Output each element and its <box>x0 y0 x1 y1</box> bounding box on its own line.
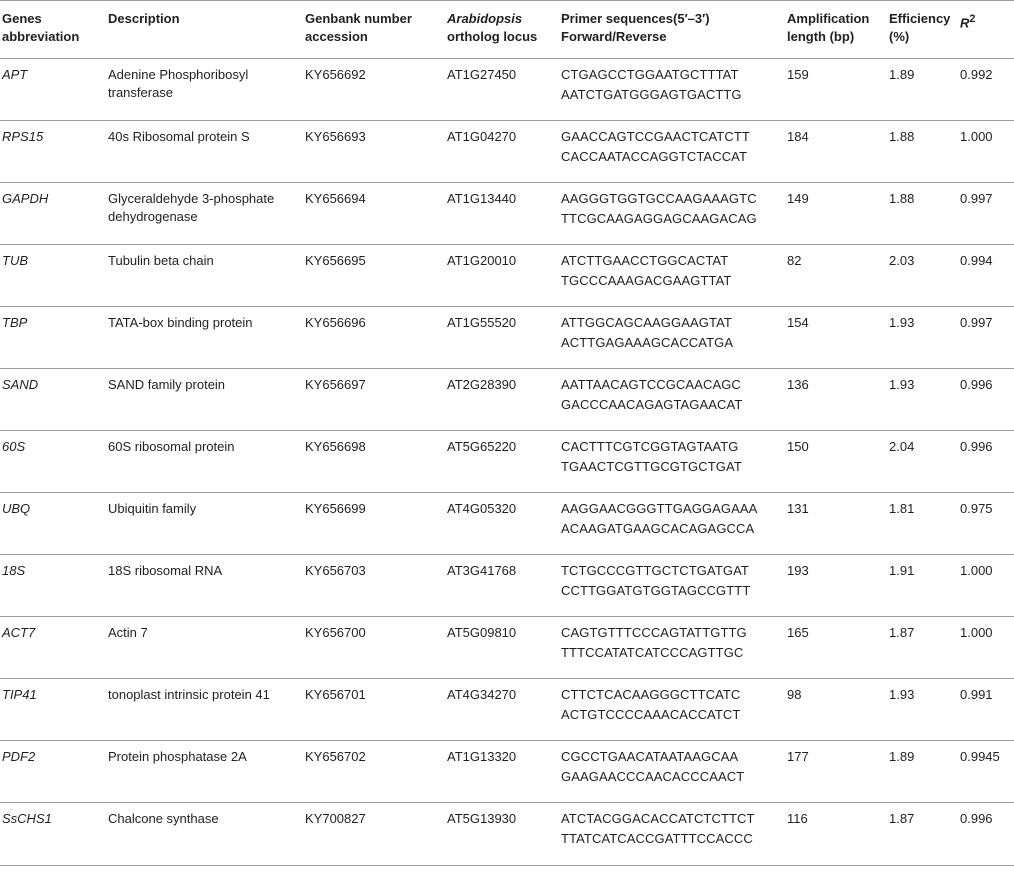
cell-r-squared: 0.996 <box>956 431 1014 493</box>
cell-genbank-accession: KY656693 <box>301 121 443 183</box>
cell-primer-sequences <box>557 245 783 307</box>
cell-description: 40s Ribosomal protein S <box>104 121 301 183</box>
cell-gene-abbreviation: SsCHS1 <box>0 803 104 866</box>
cell-genbank-accession: KY656699 <box>301 493 443 555</box>
cell-amplification-length: 131 <box>783 493 885 555</box>
cell-primer-sequences <box>557 679 783 741</box>
header-ortholog-line2: ortholog locus <box>447 29 538 44</box>
cell-r-squared: 0.996 <box>956 369 1014 431</box>
cell-amplification-length: 193 <box>783 555 885 617</box>
header-amplification-length <box>783 1 885 59</box>
cell-gene-abbreviation: 18S <box>0 555 104 617</box>
header-ortholog-line1: Arabidopsis <box>447 11 523 26</box>
reverse-primer: ACTTGAGAAAGCACCATGA <box>561 335 734 350</box>
cell-description: Protein phosphatase 2A <box>104 741 301 803</box>
cell-gene-abbreviation: APT <box>0 59 104 121</box>
cell-efficiency: 2.04 <box>885 431 956 493</box>
header-amp-line2: length (bp) <box>787 29 855 44</box>
cell-primer-sequences <box>557 307 783 369</box>
table-row <box>0 555 1014 617</box>
table-row <box>0 617 1014 679</box>
reverse-primer: CACCAATACCAGGTCTACCAT <box>561 149 748 164</box>
table-row <box>0 679 1014 741</box>
cell-description: Actin 7 <box>104 617 301 679</box>
cell-gene-abbreviation: TBP <box>0 307 104 369</box>
header-gene-line1: Genes <box>2 11 42 26</box>
cell-ortholog-locus: AT1G13320 <box>443 741 557 803</box>
cell-gene-abbreviation: TIP41 <box>0 679 104 741</box>
reverse-primer: CCTTGGATGTGGTAGCCGTTT <box>561 583 751 598</box>
forward-primer: CTGAGCCTGGAATGCTTTAT <box>561 67 739 82</box>
header-eff-line2: (%) <box>889 29 910 44</box>
forward-primer: ATCTACGGACACCATCTCTTCT <box>561 811 755 826</box>
cell-amplification-length: 154 <box>783 307 885 369</box>
header-arabidopsis-ortholog <box>443 1 557 59</box>
table-row <box>0 59 1014 121</box>
cell-ortholog-locus: AT5G65220 <box>443 431 557 493</box>
cell-ortholog-locus: AT1G20010 <box>443 245 557 307</box>
reverse-primer: TTTCCATATCATCCCAGTTGC <box>561 645 744 660</box>
cell-r-squared: 1.000 <box>956 617 1014 679</box>
table-row <box>0 245 1014 307</box>
forward-primer: CACTTTCGTCGGTAGTAATG <box>561 439 739 454</box>
cell-genbank-accession: KY700827 <box>301 803 443 866</box>
cell-r-squared: 0.9945 <box>956 741 1014 803</box>
cell-amplification-length: 159 <box>783 59 885 121</box>
table-body <box>0 59 1014 866</box>
cell-efficiency: 1.81 <box>885 493 956 555</box>
cell-primer-sequences <box>557 493 783 555</box>
reverse-primer: TGCCCAAAGACGAAGTTAT <box>561 273 732 288</box>
reverse-primer: GAAGAACCCAACACCCAACT <box>561 769 745 784</box>
cell-gene-abbreviation: UBQ <box>0 493 104 555</box>
header-genbank-line1: Genbank number <box>305 11 412 26</box>
cell-r-squared: 0.997 <box>956 183 1014 245</box>
cell-gene-abbreviation: RPS15 <box>0 121 104 183</box>
cell-amplification-length: 177 <box>783 741 885 803</box>
forward-primer: AATTAACAGTCCGCAACAGC <box>561 377 741 392</box>
cell-r-squared: 0.994 <box>956 245 1014 307</box>
forward-primer: GAACCAGTCCGAACTCATCTT <box>561 129 750 144</box>
cell-efficiency: 2.03 <box>885 245 956 307</box>
reverse-primer: GACCCAACAGAGTAGAACAT <box>561 397 743 412</box>
cell-efficiency: 1.88 <box>885 183 956 245</box>
header-efficiency <box>885 1 956 59</box>
table-row <box>0 431 1014 493</box>
cell-efficiency: 1.87 <box>885 803 956 866</box>
cell-gene-abbreviation: SAND <box>0 369 104 431</box>
cell-primer-sequences <box>557 555 783 617</box>
cell-amplification-length: 165 <box>783 617 885 679</box>
cell-genbank-accession: KY656695 <box>301 245 443 307</box>
cell-r-squared: 0.997 <box>956 307 1014 369</box>
header-r2-base: R <box>960 15 970 31</box>
cell-genbank-accession: KY656694 <box>301 183 443 245</box>
cell-description: tonoplast intrinsic protein 41 <box>104 679 301 741</box>
table-row <box>0 121 1014 183</box>
table-row <box>0 307 1014 369</box>
cell-description: SAND family protein <box>104 369 301 431</box>
cell-primer-sequences <box>557 59 783 121</box>
header-description <box>104 1 301 59</box>
cell-ortholog-locus: AT2G28390 <box>443 369 557 431</box>
cell-gene-abbreviation: PDF2 <box>0 741 104 803</box>
reverse-primer: TTCGCAAGAGGAGCAAGACAG <box>561 211 757 226</box>
cell-primer-sequences <box>557 617 783 679</box>
header-primer-line1: Primer sequences(5′–3′) <box>561 11 710 26</box>
header-genbank-accession <box>301 1 443 59</box>
cell-efficiency: 1.93 <box>885 369 956 431</box>
cell-ortholog-locus: AT3G41768 <box>443 555 557 617</box>
cell-primer-sequences <box>557 431 783 493</box>
cell-description: Glyceraldehyde 3-phosphate dehydrogenase <box>104 183 301 245</box>
cell-ortholog-locus: AT5G09810 <box>443 617 557 679</box>
cell-primer-sequences <box>557 121 783 183</box>
header-description-text: Description <box>108 11 180 26</box>
cell-genbank-accession: KY656696 <box>301 307 443 369</box>
cell-r-squared: 0.992 <box>956 59 1014 121</box>
forward-primer: TCTGCCCGTTGCTCTGATGAT <box>561 563 749 578</box>
cell-ortholog-locus: AT4G05320 <box>443 493 557 555</box>
cell-genbank-accession: KY656700 <box>301 617 443 679</box>
cell-efficiency: 1.93 <box>885 679 956 741</box>
cell-primer-sequences <box>557 803 783 866</box>
header-primer-line2: Forward/Reverse <box>561 29 667 44</box>
table-row <box>0 803 1014 866</box>
cell-primer-sequences <box>557 741 783 803</box>
reverse-primer: TTATCATCACCGATTTCCACCC <box>561 831 753 846</box>
cell-genbank-accession: KY656703 <box>301 555 443 617</box>
header-gene-line2: abbreviation <box>2 29 80 44</box>
cell-amplification-length: 116 <box>783 803 885 866</box>
forward-primer: ATTGGCAGCAAGGAAGTAT <box>561 315 732 330</box>
cell-efficiency: 1.89 <box>885 741 956 803</box>
reverse-primer: TGAACTCGTTGCGTGCTGAT <box>561 459 742 474</box>
forward-primer: CGCCTGAACATAATAAGCAA <box>561 749 739 764</box>
cell-ortholog-locus: AT1G13440 <box>443 183 557 245</box>
cell-efficiency: 1.89 <box>885 59 956 121</box>
reverse-primer: ACTGTCCCCAAACACCATCT <box>561 707 741 722</box>
cell-description: Chalcone synthase <box>104 803 301 866</box>
cell-amplification-length: 98 <box>783 679 885 741</box>
table-row <box>0 369 1014 431</box>
cell-r-squared: 0.975 <box>956 493 1014 555</box>
cell-ortholog-locus: AT4G34270 <box>443 679 557 741</box>
cell-amplification-length: 184 <box>783 121 885 183</box>
cell-efficiency: 1.88 <box>885 121 956 183</box>
cell-efficiency: 1.87 <box>885 617 956 679</box>
cell-efficiency: 1.91 <box>885 555 956 617</box>
cell-r-squared: 0.991 <box>956 679 1014 741</box>
header-primer-sequences <box>557 1 783 59</box>
cell-description: Tubulin beta chain <box>104 245 301 307</box>
cell-gene-abbreviation: 60S <box>0 431 104 493</box>
reverse-primer: ACAAGATGAAGCACAGAGCCA <box>561 521 755 536</box>
cell-r-squared: 1.000 <box>956 121 1014 183</box>
header-r-squared <box>956 1 1014 59</box>
cell-r-squared: 1.000 <box>956 555 1014 617</box>
table-row <box>0 493 1014 555</box>
reverse-primer: AATCTGATGGGAGTGACTTG <box>561 87 742 102</box>
header-eff-line1: Efficiency <box>889 11 951 26</box>
cell-description: 18S ribosomal RNA <box>104 555 301 617</box>
cell-ortholog-locus: AT5G13930 <box>443 803 557 866</box>
cell-genbank-accession: KY656701 <box>301 679 443 741</box>
cell-r-squared: 0.996 <box>956 803 1014 866</box>
cell-description: 60S ribosomal protein <box>104 431 301 493</box>
cell-ortholog-locus: AT1G55520 <box>443 307 557 369</box>
forward-primer: AAGGAACGGGTTGAGGAGAAA <box>561 501 758 516</box>
cell-gene-abbreviation: ACT7 <box>0 617 104 679</box>
cell-amplification-length: 82 <box>783 245 885 307</box>
header-row <box>0 1 1014 59</box>
cell-description: TATA-box binding protein <box>104 307 301 369</box>
header-r2-sup: 2 <box>969 13 976 25</box>
forward-primer: CTTCTCACAAGGGCTTCATC <box>561 687 741 702</box>
cell-amplification-length: 149 <box>783 183 885 245</box>
cell-genbank-accession: KY656698 <box>301 431 443 493</box>
cell-primer-sequences <box>557 183 783 245</box>
cell-amplification-length: 136 <box>783 369 885 431</box>
forward-primer: ATCTTGAACCTGGCACTAT <box>561 253 729 268</box>
forward-primer: AAGGGTGGTGCCAAGAAAGTC <box>561 191 757 206</box>
cell-ortholog-locus: AT1G27450 <box>443 59 557 121</box>
cell-amplification-length: 150 <box>783 431 885 493</box>
cell-description: Ubiquitin family <box>104 493 301 555</box>
forward-primer: CAGTGTTTCCCAGTATTGTTG <box>561 625 747 640</box>
cell-gene-abbreviation: GAPDH <box>0 183 104 245</box>
table-row <box>0 183 1014 245</box>
cell-efficiency: 1.93 <box>885 307 956 369</box>
cell-genbank-accession: KY656697 <box>301 369 443 431</box>
header-amp-line1: Amplification <box>787 11 870 26</box>
cell-primer-sequences <box>557 369 783 431</box>
cell-genbank-accession: KY656702 <box>301 741 443 803</box>
header-gene-abbreviation <box>0 1 104 59</box>
cell-genbank-accession: KY656692 <box>301 59 443 121</box>
cell-ortholog-locus: AT1G04270 <box>443 121 557 183</box>
cell-gene-abbreviation: TUB <box>0 245 104 307</box>
header-genbank-line2: accession <box>305 29 368 44</box>
cell-description: Adenine Phosphoribosyl transferase <box>104 59 301 121</box>
table-row <box>0 741 1014 803</box>
